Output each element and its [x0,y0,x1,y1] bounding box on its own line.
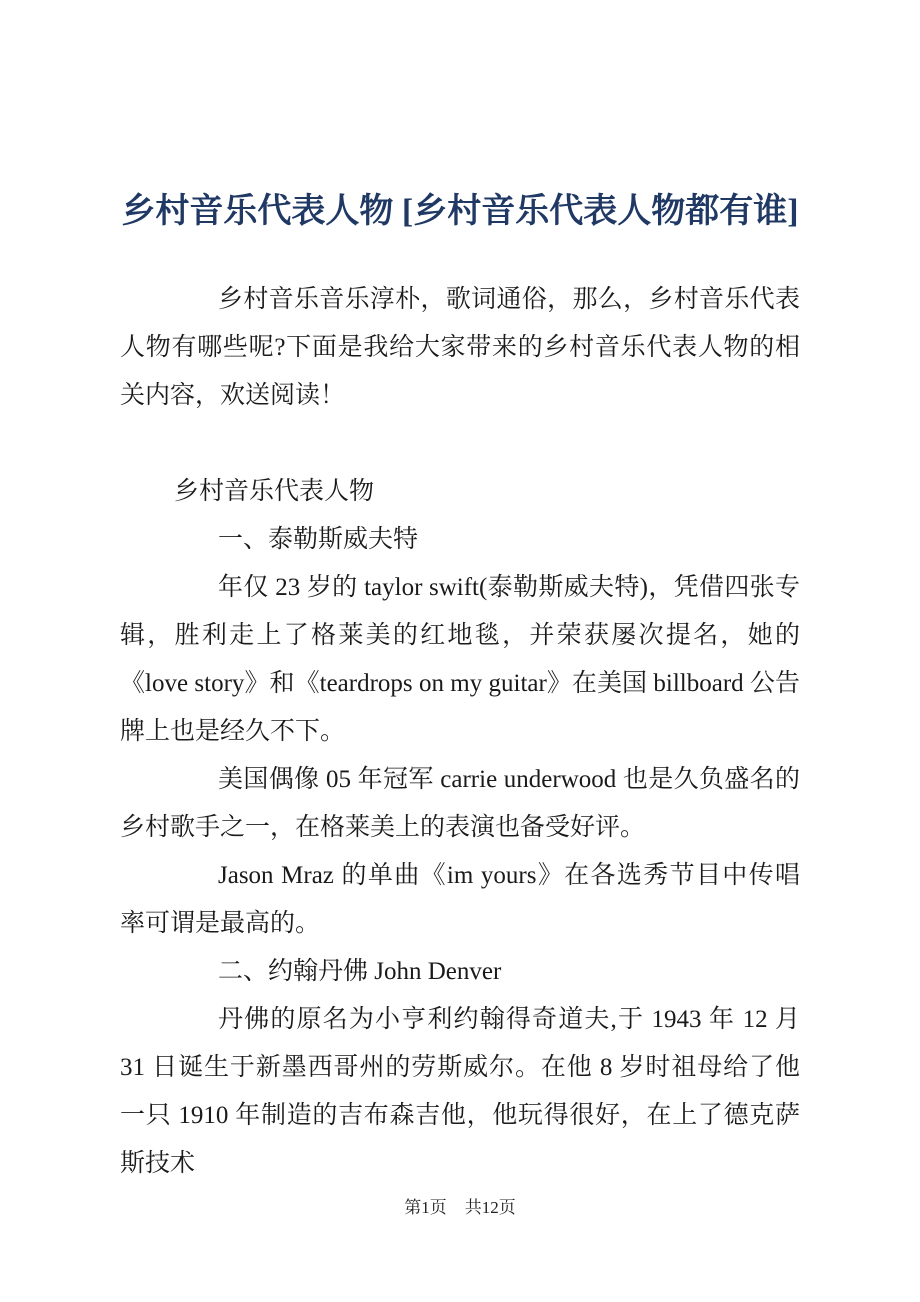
paragraph-carrie-underwood: 美国偶像 05 年冠军 carrie underwood 也是久负盛名的乡村歌手之一，在格莱美上的表演也备受好评。 [120,766,800,841]
paragraph-intro: 乡村音乐音乐淳朴，歌词通俗，那么，乡村音乐代表人物有哪些呢?下面是我给大家带来的乡村音乐代表人物的相关内容，欢送阅读！ [120,286,800,409]
footer-current-page: 第1页 [404,1198,447,1217]
footer-total-pages: 共12页 [464,1198,516,1217]
section-heading-country-music-figures: 乡村音乐代表人物 [174,478,375,505]
paragraph-taylor-swift: 年仅 23 岁的 taylor swift(泰勒斯威夫特)，凭借四张专辑，胜利走上了格莱美的红地毯，并荣获屡次提名，她的《love story》和《teardrops on my guitar》在美国 billboard 公告牌上也是经久不下。 [120,574,800,745]
subsection-heading-taylor-swift: 一、泰勒斯威夫特 [218,526,419,553]
paragraph-jason-mraz: Jason Mraz 的单曲《im yours》在各选秀节目中传唱率可谓是最高的。 [120,862,800,937]
paragraph-john-denver: 丹佛的原名为小亨利约翰得奇道夫,于 1943 年 12 月 31 日诞生于新墨西哥州的劳斯威尔。在他 8 岁时祖母给了他一只 1910 年制造的吉布森吉他，他玩得很好，在上了德克萨斯技术 [120,1006,800,1177]
subsection-heading-john-denver: 二、约翰丹佛 John Denver [218,958,502,985]
document-body [120,276,800,1188]
page-footer [0,1196,920,1220]
document-title: 乡村音乐代表人物 [乡村音乐代表人物都有谁] [121,193,799,230]
